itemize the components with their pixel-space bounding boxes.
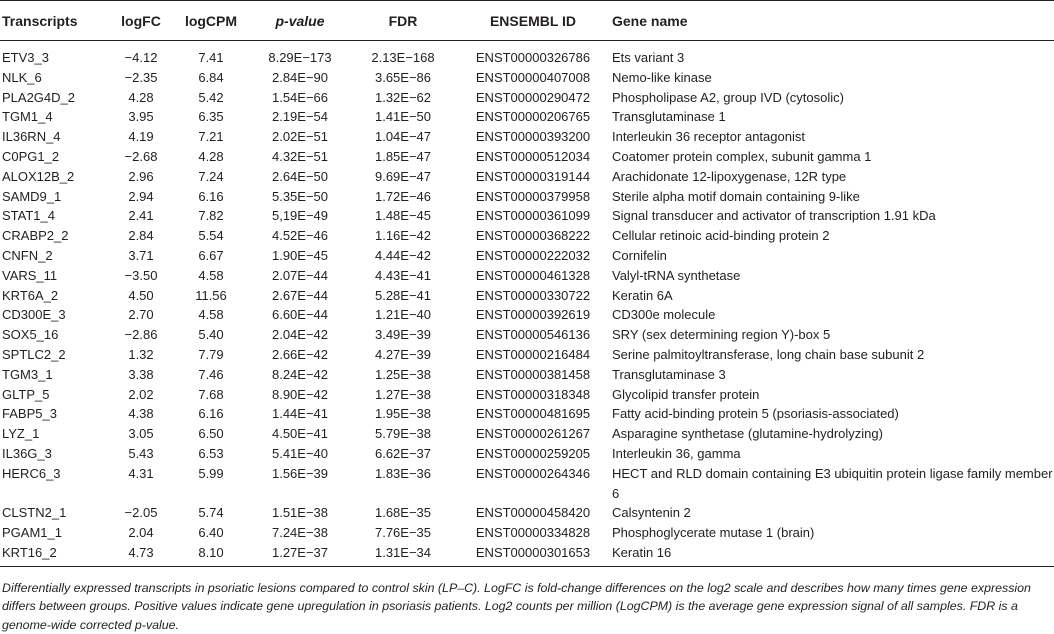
cell-gene-name: Fatty acid-binding protein 5 (psoriasis-associated)	[612, 406, 899, 422]
cell-p-value: 1.44E−41	[271, 406, 329, 422]
cell-logcpm: 7.21	[198, 129, 224, 145]
cell-ensembl-id: ENST00000261267	[475, 426, 591, 442]
table-row	[0, 206, 1054, 226]
cell-transcript: FABP5_3	[2, 406, 57, 422]
cell-p-value: 8.29E−173	[268, 50, 332, 65]
table-row	[0, 464, 1054, 504]
cell-fdr: 1.85E−47	[374, 148, 432, 164]
cell-fdr: 4.27E−39	[374, 346, 432, 362]
cell-p-value: 5,19E−49	[271, 208, 329, 224]
cell-fdr: 1.31E−34	[374, 544, 432, 560]
cell-logfc: 4.28	[128, 89, 154, 105]
cell-p-value: 1.51E−38	[271, 505, 329, 521]
cell-fdr: 2.13E−168	[371, 50, 435, 65]
cell-p-value: 2.67E−44	[271, 287, 329, 303]
header-gene-name: Gene name	[612, 12, 688, 29]
cell-gene-name: Asparagine synthetase (glutamine-hydrolyzing)	[612, 426, 883, 442]
cell-logfc: 1.32	[128, 346, 154, 362]
table-row	[0, 305, 1054, 325]
cell-transcript: TGM3_1	[2, 366, 53, 382]
cell-logfc: 4.19	[128, 129, 154, 145]
cell-fdr: 5.28E−41	[374, 287, 432, 303]
cell-gene-name: Phospholipase A2, group IVD (cytosolic)	[612, 89, 844, 105]
table-header-row	[0, 1, 1054, 41]
cell-logfc: −2.35	[124, 69, 158, 85]
table-row	[0, 167, 1054, 187]
cell-logcpm: 6.84	[198, 69, 224, 85]
table-row	[0, 41, 1054, 68]
cell-transcript: SOX5_16	[2, 327, 59, 343]
cell-logcpm: 6.40	[198, 525, 224, 541]
cell-logfc: 4.73	[128, 544, 154, 560]
cell-p-value: 7.24E−38	[271, 525, 329, 541]
cell-ensembl-id: ENST00000361099	[475, 208, 591, 224]
cell-fdr: 9.69E−47	[374, 168, 432, 184]
cell-p-value: 4.50E−41	[271, 426, 329, 442]
header-transcripts: Transcripts	[2, 12, 78, 29]
cell-ensembl-id: ENST00000458420	[475, 505, 591, 521]
cell-logfc: 4.38	[128, 406, 154, 422]
cell-logcpm: 5.99	[198, 465, 224, 481]
cell-ensembl-id: ENST00000334828	[475, 525, 591, 541]
table-row	[0, 246, 1054, 266]
cell-gene-name: Interleukin 36, gamma	[612, 445, 741, 461]
cell-transcript: VARS_11	[2, 267, 58, 283]
cell-logfc: 2.94	[128, 188, 154, 204]
cell-gene-name: Valyl-tRNA synthetase	[612, 267, 741, 283]
cell-logcpm: 4.28	[198, 148, 224, 164]
cell-fdr: 3.49E−39	[374, 327, 432, 343]
cell-transcript: CLSTN2_1	[2, 505, 67, 521]
cell-p-value: 4.32E−51	[271, 148, 329, 164]
cell-gene-name: Glycolipid transfer protein	[612, 386, 760, 402]
table-row	[0, 325, 1054, 345]
cell-transcript: NLK_6	[2, 69, 42, 85]
cell-logfc: 2.04	[128, 525, 154, 541]
cell-p-value: 1.54E−66	[271, 89, 329, 105]
cell-transcript: SAMD9_1	[2, 188, 62, 204]
cell-transcript: STAT1_4	[2, 208, 55, 224]
cell-fdr: 4.43E−41	[374, 267, 432, 283]
cell-logcpm: 6.53	[198, 445, 224, 461]
cell-p-value: 1.90E−45	[271, 247, 329, 263]
cell-gene-name: CD300e molecule	[612, 307, 716, 323]
cell-logfc: 2.70	[128, 307, 154, 323]
cell-transcript: CNFN_2	[2, 247, 53, 263]
cell-p-value: 2.84E−90	[271, 69, 329, 85]
cell-p-value: 1.56E−39	[271, 465, 329, 481]
cell-gene-name: HECT and RLD domain containing E3 ubiquitin protein ligase family member 6	[612, 465, 1053, 501]
cell-gene-name: Serine palmitoyltransferase, long chain base subunit 2	[612, 346, 925, 362]
cell-fdr: 1.04E−47	[374, 129, 432, 145]
cell-p-value: 4.52E−46	[271, 228, 329, 244]
cell-transcript: C0PG1_2	[2, 148, 60, 164]
cell-logcpm: 8.10	[198, 544, 224, 560]
cell-ensembl-id: ENST00000512034	[475, 148, 591, 164]
cell-ensembl-id: ENST00000290472	[475, 89, 591, 105]
cell-transcript: CRABP2_2	[2, 228, 69, 244]
cell-fdr: 3.65E−86	[374, 69, 432, 85]
cell-logcpm: 5.74	[198, 505, 224, 521]
header-logcpm: logCPM	[184, 12, 238, 29]
cell-transcript: LYZ_1	[2, 426, 40, 442]
cell-logfc: 2.41	[128, 208, 154, 224]
table-row	[0, 226, 1054, 246]
cell-fdr: 1.16E−42	[374, 228, 432, 244]
table-row	[0, 286, 1054, 306]
cell-logcpm: 7.79	[198, 346, 224, 362]
cell-p-value: 8.90E−42	[271, 386, 329, 402]
header-logfc: logFC	[121, 12, 161, 29]
cell-gene-name: Sterile alpha motif domain containing 9-like	[612, 188, 860, 204]
cell-logfc: 2.02	[128, 386, 154, 402]
cell-gene-name: Signal transducer and activator of transcription 1.91 kDa	[612, 208, 936, 224]
cell-gene-name: Coatomer protein complex, subunit gamma 1	[612, 148, 872, 164]
cell-logcpm: 5.40	[198, 327, 224, 343]
cell-logfc: 4.50	[128, 287, 154, 303]
cell-logcpm: 6.67	[198, 247, 224, 263]
cell-ensembl-id: ENST00000392619	[475, 307, 591, 323]
cell-gene-name: Arachidonate 12-lipoxygenase, 12R type	[612, 168, 847, 184]
cell-fdr: 1.68E−35	[374, 505, 432, 521]
cell-ensembl-id: ENST00000407008	[475, 69, 591, 85]
table-row	[0, 147, 1054, 167]
cell-ensembl-id: ENST00000326786	[475, 50, 591, 65]
cell-transcript: PLA2G4D_2	[2, 89, 75, 105]
table-row	[0, 424, 1054, 444]
cell-fdr: 6.62E−37	[374, 445, 432, 461]
table-row	[0, 266, 1054, 286]
table-row	[0, 107, 1054, 127]
cell-fdr: 1.48E−45	[374, 208, 432, 224]
cell-logfc: 3.95	[128, 109, 154, 125]
cell-p-value: 2.07E−44	[271, 267, 329, 283]
cell-fdr: 7.76E−35	[374, 525, 432, 541]
cell-fdr: 1.32E−62	[374, 89, 432, 105]
cell-ensembl-id: ENST00000319144	[475, 168, 591, 184]
cell-transcript: IL36G_3	[2, 445, 52, 461]
cell-p-value: 8.24E−42	[271, 366, 329, 382]
header-p-value: p-value	[275, 12, 325, 29]
cell-p-value: 2.19E−54	[271, 109, 329, 125]
cell-ensembl-id: ENST00000264346	[475, 465, 591, 481]
cell-logfc: 3.38	[128, 366, 154, 382]
cell-logcpm: 4.58	[198, 267, 224, 283]
cell-gene-name: Transglutaminase 1	[612, 109, 726, 125]
cell-fdr: 1.41E−50	[374, 109, 432, 125]
cell-logfc: −4.12	[124, 50, 158, 65]
header-fdr: FDR	[388, 12, 418, 29]
cell-gene-name: Phosphoglycerate mutase 1 (brain)	[612, 525, 815, 541]
cell-logfc: 2.96	[128, 168, 154, 184]
cell-transcript: CD300E_3	[2, 307, 66, 323]
cell-p-value: 2.04E−42	[271, 327, 329, 343]
table-row	[0, 523, 1054, 543]
cell-logfc: 5.43	[128, 445, 154, 461]
cell-logcpm: 4.58	[198, 307, 224, 323]
cell-logcpm: 6.35	[198, 109, 224, 125]
cell-logcpm: 6.16	[198, 406, 224, 422]
cell-ensembl-id: ENST00000216484	[475, 346, 591, 362]
table-row	[0, 385, 1054, 405]
cell-gene-name: Ets variant 3	[612, 50, 685, 65]
cell-logcpm: 6.50	[198, 426, 224, 442]
cell-gene-name: Calsyntenin 2	[612, 505, 691, 521]
cell-transcript: KRT16_2	[2, 544, 57, 560]
cell-gene-name: Cellular retinoic acid-binding protein 2	[612, 228, 830, 244]
table-row	[0, 68, 1054, 88]
cell-logcpm: 7.41	[198, 50, 224, 65]
cell-p-value: 5.41E−40	[271, 445, 329, 461]
table-row	[0, 543, 1054, 566]
cell-logcpm: 5.54	[198, 228, 224, 244]
cell-gene-name: Keratin 6A	[612, 287, 673, 303]
cell-ensembl-id: ENST00000481695	[475, 406, 591, 422]
cell-logcpm: 6.16	[198, 188, 224, 204]
cell-p-value: 2.02E−51	[271, 129, 329, 145]
cell-ensembl-id: ENST00000461328	[475, 267, 591, 283]
cell-transcript: ETV3_3	[2, 50, 49, 65]
cell-ensembl-id: ENST00000222032	[475, 247, 591, 263]
table-row	[0, 88, 1054, 108]
cell-gene-name: Transglutaminase 3	[612, 366, 726, 382]
cell-logfc: −3.50	[124, 267, 158, 283]
cell-fdr: 5.79E−38	[374, 426, 432, 442]
cell-p-value: 2.64E−50	[271, 168, 329, 184]
cell-logcpm: 7.24	[198, 168, 224, 184]
cell-logfc: 4.31	[128, 465, 154, 481]
cell-logcpm: 7.68	[198, 386, 224, 402]
table-row	[0, 444, 1054, 464]
cell-ensembl-id: ENST00000330722	[475, 287, 591, 303]
header-ensembl-id: ENSEMBL ID	[489, 12, 577, 29]
cell-transcript: IL36RN_4	[2, 129, 61, 145]
cell-fdr: 1.83E−36	[374, 465, 432, 481]
cell-logcpm: 7.46	[198, 366, 224, 382]
cell-ensembl-id: ENST00000206765	[475, 109, 591, 125]
cell-ensembl-id: ENST00000546136	[475, 327, 591, 343]
cell-fdr: 4.44E−42	[374, 247, 432, 263]
cell-gene-name: Cornifelin	[612, 247, 667, 263]
cell-transcript: PGAM1_1	[2, 525, 62, 541]
cell-ensembl-id: ENST00000259205	[475, 445, 591, 461]
cell-p-value: 2.66E−42	[271, 346, 329, 362]
cell-fdr: 1.27E−38	[374, 386, 432, 402]
table-body	[0, 41, 1054, 567]
cell-logfc: −2.86	[124, 327, 158, 343]
table-row	[0, 503, 1054, 523]
cell-fdr: 1.95E−38	[374, 406, 432, 422]
cell-ensembl-id: ENST00000381458	[475, 366, 591, 382]
table-caption: Differentially expressed transcripts in psoriatic lesions compared to control skin (LP–C). LogFC is fold-change differences on the log2 scale and describes how many times gene expression differs between groups. Positive values indicate gene upregulation in psoriasis patients. Log2 counts per million (LogCPM) is the average gene expression signal of all samples. FDR is a genome-wide corrected p-value.	[2, 580, 1031, 632]
cell-ensembl-id: ENST00000301653	[475, 544, 591, 560]
cell-ensembl-id: ENST00000393200	[475, 129, 591, 145]
table-row	[0, 345, 1054, 365]
table-row	[0, 404, 1054, 424]
cell-transcript: GLTP_5	[2, 386, 50, 402]
cell-p-value: 1.27E−37	[271, 544, 329, 560]
cell-ensembl-id: ENST00000318348	[475, 386, 591, 402]
cell-gene-name: Interleukin 36 receptor antagonist	[612, 129, 805, 145]
cell-transcript: ALOX12B_2	[2, 168, 75, 184]
cell-logcpm: 11.56	[195, 287, 227, 303]
table-row	[0, 127, 1054, 147]
cell-fdr: 1.25E−38	[374, 366, 432, 382]
cell-logcpm: 5.42	[198, 89, 224, 105]
cell-logfc: −2.05	[124, 505, 158, 521]
cell-transcript: TGM1_4	[2, 109, 53, 125]
cell-gene-name: Keratin 16	[612, 544, 672, 560]
cell-p-value: 5.35E−50	[271, 188, 329, 204]
cell-transcript: SPTLC2_2	[2, 346, 66, 362]
cell-fdr: 1.21E−40	[374, 307, 432, 323]
cell-ensembl-id: ENST00000368222	[475, 228, 591, 244]
table-row	[0, 365, 1054, 385]
cell-fdr: 1.72E−46	[374, 188, 432, 204]
cell-logcpm: 7.82	[198, 208, 224, 224]
cell-logfc: 3.05	[128, 426, 154, 442]
cell-p-value: 6.60E−44	[271, 307, 329, 323]
cell-logfc: 3.71	[128, 247, 154, 263]
cell-transcript: KRT6A_2	[2, 287, 59, 303]
cell-transcript: HERC6_3	[2, 465, 61, 481]
cell-logfc: 2.84	[128, 228, 154, 244]
cell-gene-name: Nemo-like kinase	[612, 69, 712, 85]
cell-logfc: −2.68	[124, 148, 158, 164]
table-row	[0, 187, 1054, 207]
cell-gene-name: SRY (sex determining region Y)-box 5	[612, 327, 831, 343]
cell-ensembl-id: ENST00000379958	[475, 188, 591, 204]
